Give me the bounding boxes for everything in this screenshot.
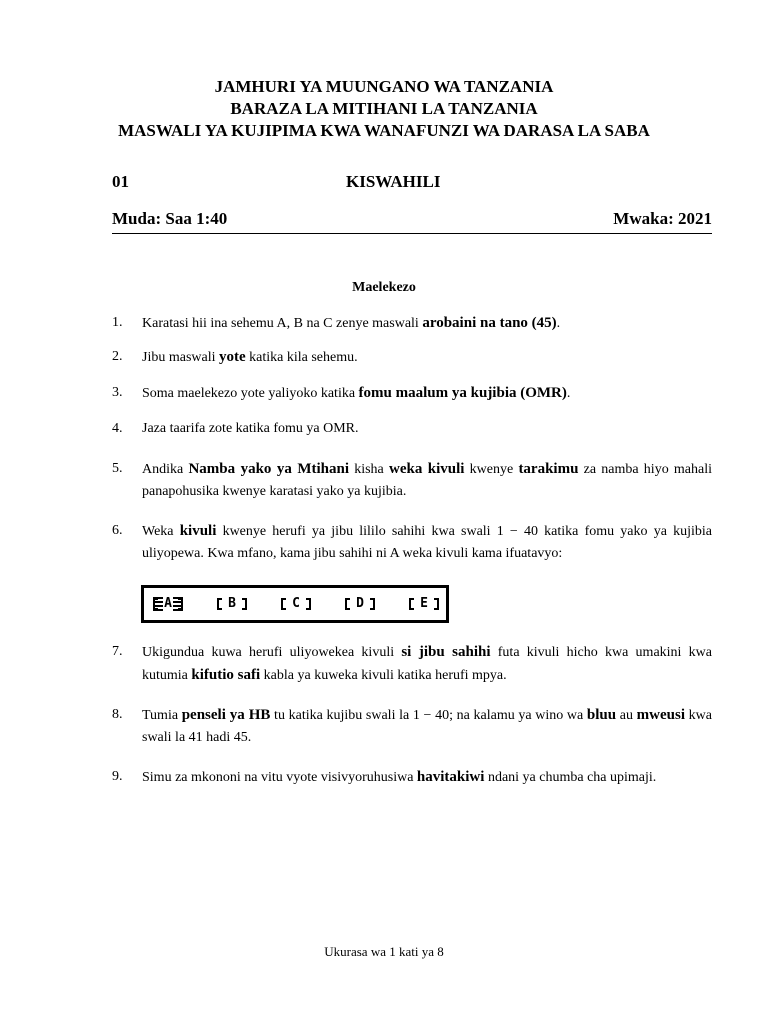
bubble-left-bracket <box>281 598 286 610</box>
instruction-text-part: Jibu maswali <box>142 350 219 365</box>
page-footer: Ukurasa wa 1 kati ya 8 <box>324 944 444 959</box>
exam-year: Mwaka: 2021 <box>613 209 712 228</box>
bubble-right-bracket <box>434 598 439 610</box>
instruction-item <box>112 641 712 687</box>
instruction-item <box>112 704 712 749</box>
instruction-number: 5. <box>112 461 123 476</box>
instruction-text-part: Ukigundua kuwa herufi uliyowekea kivuli <box>142 645 402 660</box>
instruction-bold-text: arobaini na tano (45) <box>422 315 557 331</box>
instruction-text-part: futa kivuli hicho kwa umakini kwa kutumia <box>142 645 712 683</box>
instruction-bold-text: bluu <box>586 707 617 723</box>
instruction-text <box>142 312 712 335</box>
instruction-text-part: kwenye <box>464 462 519 477</box>
instruction-number: 7. <box>112 644 123 659</box>
country-title: JAMHURI YA MUUNGANO WA TANZANIA <box>214 77 554 96</box>
instruction-item <box>112 458 712 503</box>
bubble-letter: C <box>292 596 300 611</box>
instruction-bold-text: mweusi <box>636 707 686 723</box>
bubble-left-bracket <box>345 598 350 610</box>
exam-header <box>0 76 768 142</box>
council-title: BARAZA LA MITIHANI LA TANZANIA <box>230 99 538 118</box>
omr-bubble-c <box>281 597 311 611</box>
instruction-text-part: za namba hiyo mahali panapohusika kwenye karatasi yako ya kujibia. <box>142 462 713 499</box>
instruction-bold-text: weka kivuli <box>388 461 465 477</box>
instruction-item <box>112 312 712 335</box>
bubble-letter: D <box>356 596 364 611</box>
instruction-text <box>142 418 712 440</box>
bubble-left-bracket <box>217 598 222 610</box>
subject-name: KISWAHILI <box>346 172 441 191</box>
omr-bubble-e <box>409 597 439 611</box>
instruction-bold-text: yote <box>219 349 246 365</box>
instruction-text-part: Soma maelekezo yote yaliyoko katika <box>142 386 359 401</box>
instruction-text <box>142 382 712 405</box>
instruction-text <box>142 346 712 369</box>
instruction-number: 9. <box>112 769 123 784</box>
instruction-bold-text: Namba yako ya Mtihani <box>188 461 349 477</box>
instruction-number: 3. <box>112 385 123 400</box>
subject-row <box>112 172 712 194</box>
instruction-bold-text: kivuli <box>179 523 217 539</box>
omr-bubble-b <box>217 597 247 611</box>
instruction-bold-text: penseli ya HB <box>181 707 271 723</box>
instruction-text-part: . <box>566 386 571 401</box>
instruction-bold-text: kifutio safi <box>191 667 261 683</box>
instruction-number: 2. <box>112 349 123 364</box>
instruction-text-part: Jaza taarifa zote katika fomu ya OMR. <box>142 421 359 436</box>
time-row <box>112 209 712 234</box>
instruction-text <box>142 704 712 749</box>
instruction-text <box>142 520 712 565</box>
omr-bubble-d <box>345 597 375 611</box>
instruction-number: 8. <box>112 707 123 722</box>
bubble-right-bracket <box>370 598 375 610</box>
instruction-text-part: kisha <box>349 462 389 477</box>
instruction-text-part: kwa swali la 41 hadi 45. <box>142 708 712 745</box>
exam-title: MASWALI YA KUJIPIMA KWA WANAFUNZI WA DARASA LA SABA <box>118 121 650 140</box>
instruction-number: 4. <box>112 421 123 436</box>
instruction-text-part: Weka <box>142 524 180 539</box>
bubble-letter: E <box>420 596 428 611</box>
instruction-text-part: Andika <box>142 462 189 477</box>
bubble-right-bracket <box>178 598 183 610</box>
instructions-title: Maelekezo <box>352 280 416 295</box>
exam-duration: Muda: Saa 1:40 <box>112 209 228 228</box>
instruction-item <box>112 766 712 789</box>
instruction-text-part: Tumia <box>142 708 182 723</box>
instruction-text-part: tu katika kujibu swali la 1 − 40; na kalamu ya wino wa <box>270 708 587 723</box>
bubble-right-bracket <box>242 598 247 610</box>
instruction-item <box>112 418 712 440</box>
instruction-bold-text: havitakiwi <box>416 769 485 785</box>
omr-example-box <box>141 585 449 623</box>
bubble-left-bracket <box>153 598 158 610</box>
instruction-text-part: katika kila sehemu. <box>245 350 358 365</box>
instruction-text <box>142 458 712 503</box>
instruction-text <box>142 641 712 687</box>
instruction-text-part: kwenye herufi ya jibu lililo sahihi kwa swali 1 − 40 katika fomu yako ya kujibia uliyopewa. Kwa mfano, kama jibu sahihi ni A weka kivuli kama ifuatavyo: <box>142 524 712 561</box>
instruction-number: 1. <box>112 315 123 330</box>
instruction-text <box>142 766 712 789</box>
instruction-text-part: kabla ya kuweka kivuli katika herufi mpya. <box>260 668 507 683</box>
instruction-text-part: Simu za mkononi na vitu vyote visivyoruhusiwa <box>142 770 417 785</box>
instruction-item <box>112 382 712 405</box>
bubble-right-bracket <box>306 598 311 610</box>
bubble-left-bracket <box>409 598 414 610</box>
subject-code: 01 <box>112 172 129 191</box>
instruction-bold-text: si jibu sahihi <box>401 644 491 660</box>
instruction-text-part: ndani ya chumba cha upimaji. <box>484 770 657 785</box>
instruction-bold-text: fomu maalum ya kujibia (OMR) <box>358 385 567 401</box>
omr-bubble-a <box>153 597 183 611</box>
bubble-letter: B <box>228 596 236 611</box>
instruction-item <box>112 346 712 369</box>
instruction-number: 6. <box>112 523 123 538</box>
instruction-text-part: . <box>556 316 561 331</box>
instruction-item <box>112 520 712 565</box>
instruction-text-part: Karatasi hii ina sehemu A, B na C zenye maswali <box>142 316 423 331</box>
instruction-bold-text: tarakimu <box>518 461 579 477</box>
bubble-letter: A <box>164 596 172 611</box>
instruction-text-part: au <box>616 708 637 723</box>
